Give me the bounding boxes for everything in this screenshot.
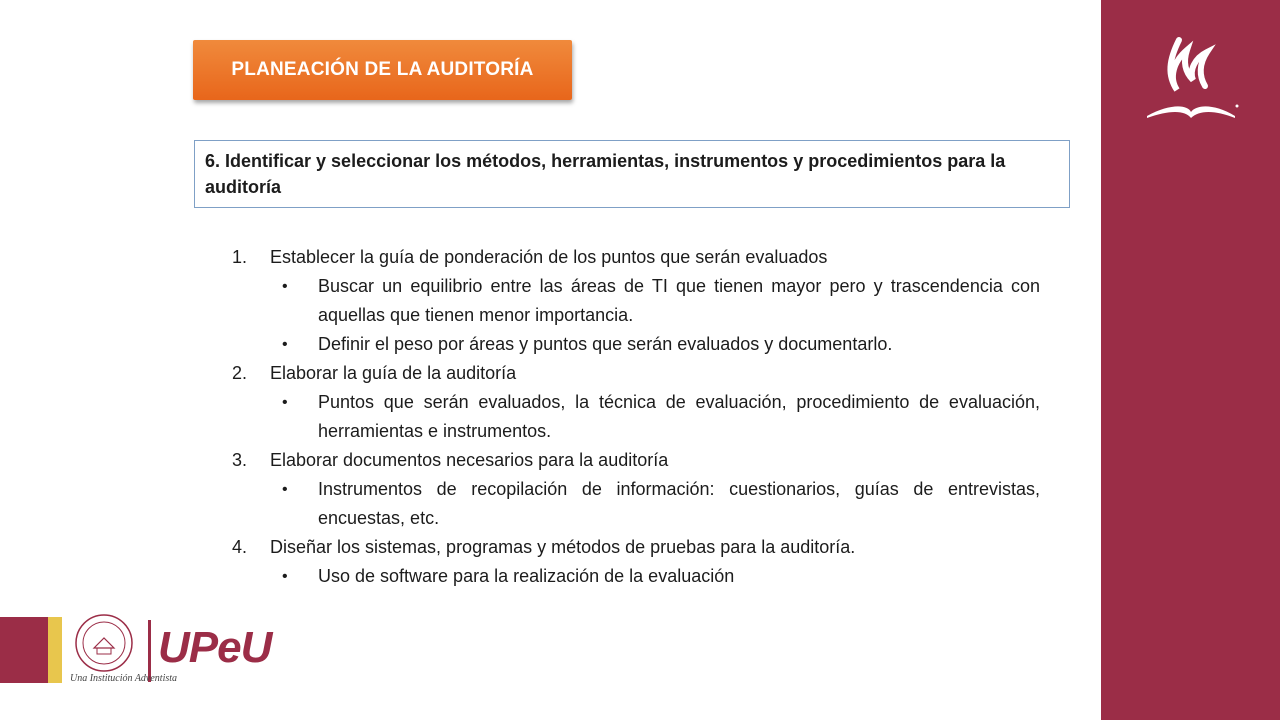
side-accent-panel	[1101, 0, 1280, 720]
step-item	[232, 243, 1040, 272]
bullet-icon: •	[282, 336, 288, 353]
bullet-item	[232, 388, 1040, 446]
step-item	[232, 533, 1040, 562]
bullet-icon: •	[282, 394, 288, 411]
step-number: 4.	[232, 537, 248, 557]
institution-tagline: Una Institución Adventista	[70, 673, 178, 684]
step-text: Diseñar los sistemas, programas y métodos de pruebas para la auditoría.	[270, 537, 856, 557]
bullet-icon: •	[282, 278, 288, 295]
bullet-text: Uso de software para la realización de la evaluación	[318, 566, 735, 586]
bullet-icon: •	[282, 481, 288, 498]
objective-box	[194, 140, 1070, 208]
university-seal-icon	[72, 612, 136, 674]
bullet-text: Buscar un equilibrio entre las áreas de TI que tienen mayor pero y trascendencia con aquellas que tienen menor importancia.	[318, 276, 1040, 325]
step-text: Elaborar la guía de la auditoría	[270, 363, 517, 383]
bullet-item	[232, 272, 1040, 330]
footer-accent-bar	[0, 617, 48, 683]
step-text: Elaborar documentos necesarios para la auditoría	[270, 450, 669, 470]
footer-gold-bar	[48, 617, 62, 683]
step-text: Establecer la guía de ponderación de los puntos que serán evaluados	[270, 247, 828, 267]
bullet-item	[232, 330, 1040, 359]
adventist-logo-icon	[1139, 30, 1239, 125]
bullet-text: Instrumentos de recopilación de información: cuestionarios, guías de entrevistas, encuestas, etc.	[318, 479, 1040, 528]
step-item	[232, 359, 1040, 388]
step-number: 3.	[232, 450, 248, 470]
bullet-icon: •	[282, 568, 288, 585]
objective-text: 6. Identificar y seleccionar los métodos, herramientas, instrumentos y procedimientos para la auditoría	[205, 151, 1006, 197]
step-number: 2.	[232, 363, 248, 383]
steps-list	[232, 243, 1040, 591]
upeu-logo: UPeU	[158, 623, 272, 672]
bullet-item	[232, 475, 1040, 533]
bullet-item	[232, 562, 1040, 591]
bullet-text: Definir el peso por áreas y puntos que serán evaluados y documentarlo.	[318, 334, 893, 354]
bullet-text: Puntos que serán evaluados, la técnica de evaluación, procedimiento de evaluación, herramientas e instrumentos.	[318, 392, 1040, 441]
step-item	[232, 446, 1040, 475]
step-number: 1.	[232, 247, 248, 267]
slide-title-button: PLANEACIÓN DE LA AUDITORÍA	[193, 40, 572, 100]
